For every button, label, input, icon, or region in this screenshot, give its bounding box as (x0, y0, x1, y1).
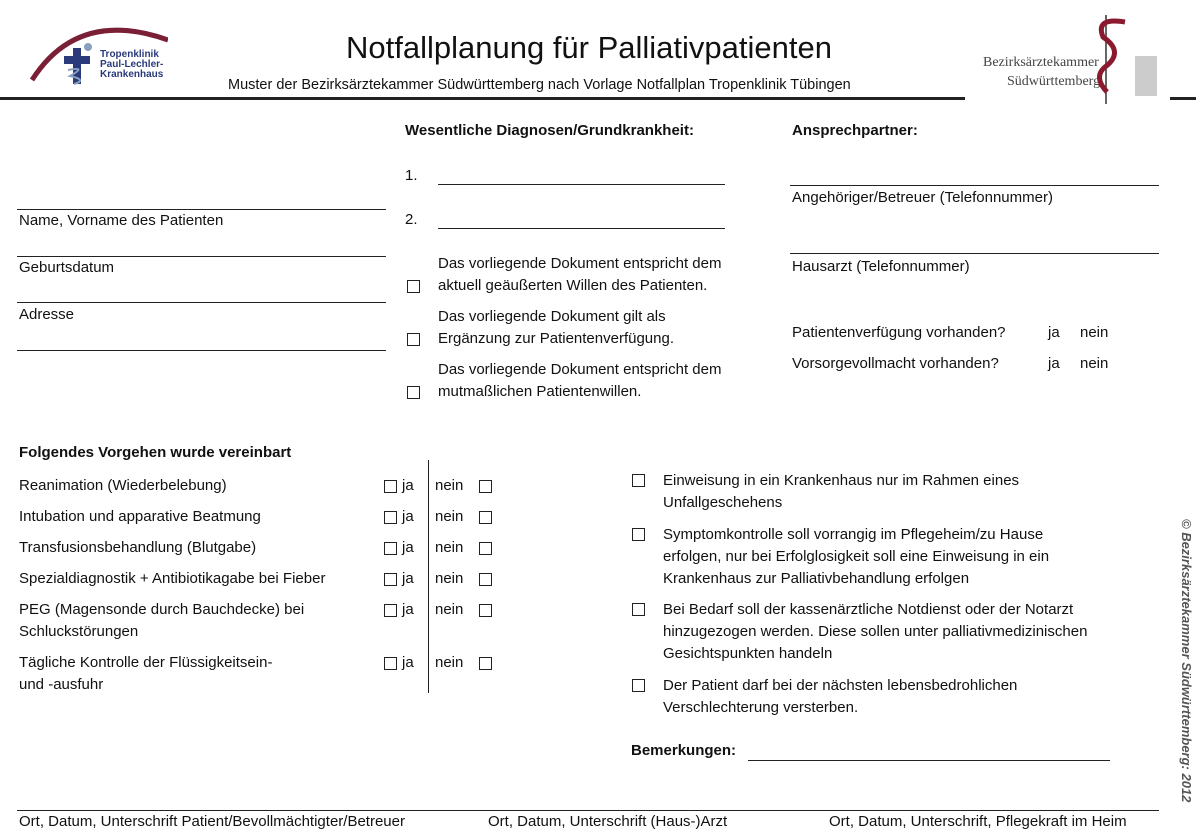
logo-text: Krankenhaus (100, 69, 164, 80)
no-checkbox[interactable] (479, 657, 492, 670)
option-text: Bei Bedarf soll der kassenärztliche Notdienst oder der Notarzt (663, 601, 1074, 618)
procedure-label: und -ausfuhr (19, 676, 104, 693)
yes-label: ja (402, 508, 414, 525)
statement-text: Das vorliegende Dokument entspricht dem (438, 361, 722, 378)
no-checkbox[interactable] (479, 604, 492, 617)
option-checkbox[interactable] (632, 528, 645, 541)
no-checkbox[interactable] (479, 511, 492, 524)
statement-text: Das vorliegende Dokument gilt als (438, 308, 666, 325)
yes-label: ja (402, 539, 414, 556)
no-checkbox[interactable] (479, 573, 492, 586)
option-text: Gesichtspunkten handeln (663, 645, 833, 662)
advance-directive-question: Patientenverfügung vorhanden? (792, 324, 1006, 341)
logo-text: Tropenklinik (100, 49, 159, 60)
option-checkbox[interactable] (632, 474, 645, 487)
diagnosis-1-line[interactable] (438, 184, 725, 185)
yes-option[interactable]: ja (1048, 355, 1060, 372)
procedure-label: Spezialdiagnostik + Antibiotikagabe bei Fieber (19, 570, 326, 587)
option-checkbox[interactable] (632, 603, 645, 616)
remarks-line[interactable] (748, 760, 1110, 761)
header-rule (0, 97, 965, 100)
statement-checkbox[interactable] (407, 280, 420, 293)
statement-checkbox[interactable] (407, 386, 420, 399)
option-text: Unfallgeschehens (663, 494, 783, 511)
page-title: Notfallplanung für Palliativpatienten (346, 30, 832, 65)
no-label: nein (435, 539, 464, 556)
option-text: erfolgen, nur bei Erfolglosigkeit soll eine Einweisung in ein (663, 548, 1050, 565)
yes-checkbox[interactable] (384, 511, 397, 524)
procedure-label: Reanimation (Wiederbelebung) (19, 477, 227, 494)
diagnosis-number: 1. (405, 167, 418, 184)
logo-text: Paul-Lechler- (100, 59, 164, 70)
statement-checkbox[interactable] (407, 333, 420, 346)
signature-nurse-label: Ort, Datum, Unterschrift, Pflegekraft im Heim (829, 813, 1127, 830)
power-of-attorney-question: Vorsorgevollmacht vorhanden? (792, 355, 999, 372)
yes-label: ja (402, 601, 414, 618)
birthdate-label: Geburtsdatum (19, 259, 115, 276)
no-label: nein (435, 570, 464, 587)
option-text: Symptomkontrolle soll vorrangig im Pflegeheim/zu Hause (663, 526, 1044, 543)
statement-text: mutmaßlichen Patientenwillen. (438, 383, 642, 400)
aerztekammer-logo: Bezirksärztekammer Südwürttemberg (975, 12, 1175, 107)
option-text: Verschlechterung versterben. (663, 699, 859, 716)
procedure-label: PEG (Magensonde durch Bauchdecke) bei (19, 601, 305, 618)
signature-doctor-label: Ort, Datum, Unterschrift (Haus-)Arzt (488, 813, 728, 830)
no-option[interactable]: nein (1080, 324, 1109, 341)
procedure-label: Intubation und apparative Beatmung (19, 508, 261, 525)
no-label: nein (435, 654, 464, 671)
no-option[interactable]: nein (1080, 355, 1109, 372)
gp-label: Hausarzt (Telefonnummer) (792, 258, 970, 275)
page-subtitle: Muster der Bezirksärztekammer Südwürttemberg nach Vorlage Notfallplan Tropenklinik Tübingen (228, 77, 851, 93)
option-text: Der Patient darf bei der nächsten lebensbedrohlichen (663, 677, 1018, 694)
no-label: nein (435, 508, 464, 525)
no-label: nein (435, 477, 464, 494)
yes-checkbox[interactable] (384, 657, 397, 670)
option-text: Einweisung in ein Krankenhaus nur im Rahmen eines (663, 472, 1020, 489)
diagnoses-heading: Wesentliche Diagnosen/Grundkrankheit: (405, 122, 694, 139)
no-checkbox[interactable] (479, 480, 492, 493)
option-text: Krankenhaus zur Palliativbehandlung erfolgen (663, 570, 970, 587)
yes-checkbox[interactable] (384, 542, 397, 555)
yes-label: ja (402, 477, 414, 494)
statement-text: aktuell geäußerten Willen des Patienten. (438, 277, 708, 294)
no-checkbox[interactable] (479, 542, 492, 555)
name-line[interactable] (17, 209, 386, 210)
option-checkbox[interactable] (632, 679, 645, 692)
address-line[interactable] (17, 302, 386, 303)
procedure-heading: Folgendes Vorgehen wurde vereinbart (19, 444, 292, 461)
diagnosis-2-line[interactable] (438, 228, 725, 229)
name-label: Name, Vorname des Patienten (19, 212, 224, 229)
address-line-2[interactable] (17, 350, 386, 351)
relative-line[interactable] (790, 185, 1159, 186)
procedure-label: Tägliche Kontrolle der Flüssigkeitsein- (19, 654, 273, 671)
signature-line[interactable] (17, 810, 1159, 811)
contacts-heading: Ansprechpartner: (792, 122, 918, 139)
statement-text: Das vorliegende Dokument entspricht dem (438, 255, 722, 272)
yes-checkbox[interactable] (384, 573, 397, 586)
yes-checkbox[interactable] (384, 480, 397, 493)
column-divider (428, 460, 429, 693)
yes-label: ja (402, 654, 414, 671)
relative-label: Angehöriger/Betreuer (Telefonnummer) (792, 189, 1053, 206)
option-text: hinzugezogen werden. Diese sollen unter palliativmedizinischen (663, 623, 1088, 640)
copyright-note: © Bezirksärztekammer Südwürttemberg: 2012 (1179, 519, 1194, 803)
signature-patient-label: Ort, Datum, Unterschrift Patient/Bevollmächtigter/Betreuer (19, 813, 405, 830)
address-label: Adresse (19, 306, 75, 323)
remarks-label: Bemerkungen: (631, 742, 737, 759)
diagnosis-number: 2. (405, 211, 418, 228)
no-label: nein (435, 601, 464, 618)
yes-label: ja (402, 570, 414, 587)
yes-option[interactable]: ja (1048, 324, 1060, 341)
procedure-label: Schluckstörungen (19, 623, 139, 640)
gp-line[interactable] (790, 253, 1159, 254)
statement-text: Ergänzung zur Patientenverfügung. (438, 330, 674, 347)
yes-checkbox[interactable] (384, 604, 397, 617)
birthdate-line[interactable] (17, 256, 386, 257)
procedure-label: Transfusionsbehandlung (Blutgabe) (19, 539, 257, 556)
